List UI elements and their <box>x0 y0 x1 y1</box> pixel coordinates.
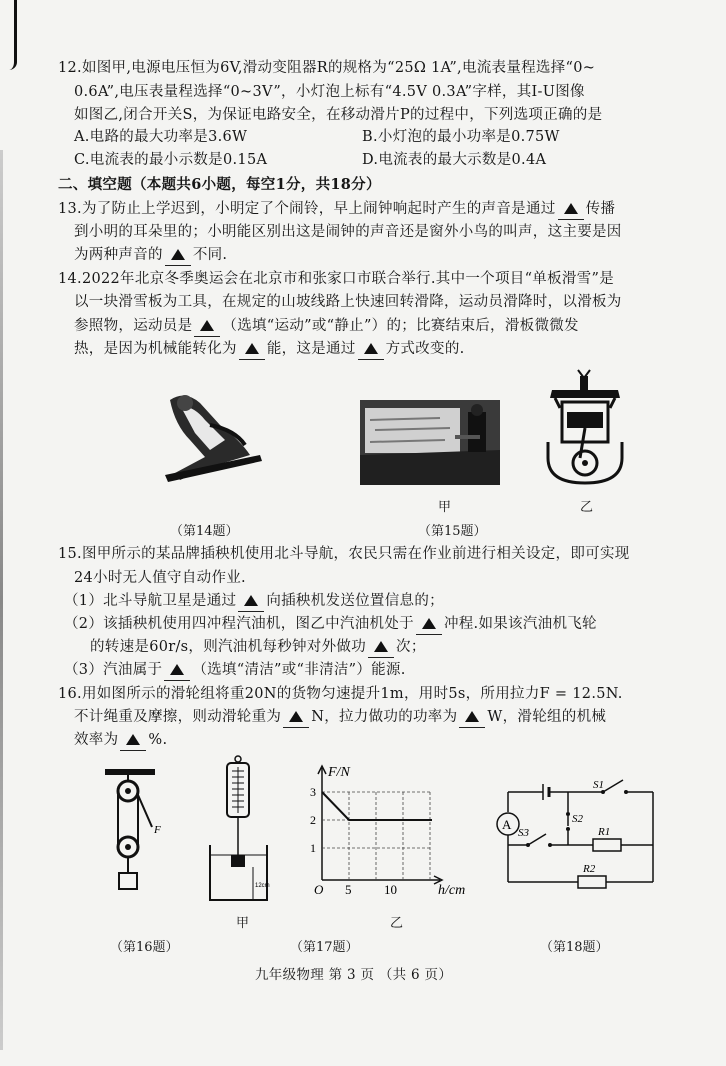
triangle-icon <box>422 618 436 629</box>
q15-text-1a: （1）北斗导航卫星是通过 <box>64 593 237 609</box>
resistor-r2-label: R2 <box>583 863 596 875</box>
triangle-icon <box>126 734 140 745</box>
snowboarder-photo <box>150 385 280 485</box>
q14-line2: 以一块滑雪板为工具，在规定的山坡线路上快速回转滑降，运动员滑降时，以滑板为 <box>74 294 622 310</box>
q16-line3 <box>74 730 167 751</box>
triangle-icon <box>200 320 214 331</box>
q13-blank-2[interactable] <box>165 245 191 266</box>
graph-y-axis-label: F/N <box>328 765 350 780</box>
graph-tick-y3: 3 <box>310 785 316 799</box>
depth-scale-label: 12cm <box>255 883 270 889</box>
q14-text-3a: 参照物，运动员是 <box>74 318 193 334</box>
q16-text-2a: 不计绳重及摩擦，则动滑轮重为 <box>74 709 282 725</box>
q15-blank-3[interactable] <box>368 637 394 658</box>
triangle-icon <box>465 711 479 722</box>
q15-text-2b: 冲程.如果该汽油机飞轮 <box>443 616 597 632</box>
circuit-diagram <box>488 772 668 892</box>
q15-sub1 <box>64 591 444 612</box>
switch-s3-label: S3 <box>518 827 529 839</box>
triangle-icon <box>374 641 388 652</box>
q14-blank-2[interactable] <box>239 339 265 360</box>
spring-scale-diagram <box>205 755 275 905</box>
graph-origin: O <box>314 882 324 897</box>
resistor-r1-label: R1 <box>598 826 611 838</box>
q13-text-1a: 13.为了防止上学迟到，小明定了个闹铃，早上闹钟响起时产生的声音是通过 <box>58 201 556 217</box>
fig15-label-yi: 乙 <box>580 500 594 515</box>
q12-line2: 0.6A”,电压表量程选择“0~3V”，小灯泡上标有“4.5V 0.3A”字样，其I-U图像 <box>74 84 585 100</box>
q15-blank-2[interactable] <box>416 614 442 635</box>
q12-line1: 12.如图甲,电源电压恒为6V,滑动变阻器R的规格为“25Ω 1A”,电流表量程选择“0~ <box>58 60 596 76</box>
fig18-caption: （第18题） <box>540 940 609 955</box>
rice-transplanter-photo <box>360 400 500 485</box>
q15-text-3a: （3）汽油属于 <box>64 662 163 678</box>
page-footer: 九年级物理 第 3 页 （共 6 页） <box>255 967 453 983</box>
q16-text-2b: N，拉力做功的功率为 <box>311 709 458 725</box>
q14-text-4c: 方式改变的. <box>385 341 465 357</box>
q15-text-2a: （2）该插秧机使用四冲程汽油机，图乙中汽油机处于 <box>64 616 414 632</box>
q14-text-4b: 能，这是通过 <box>266 341 356 357</box>
graph-tick-x10: 10 <box>384 882 397 897</box>
fig14-caption: （第14题） <box>170 524 239 539</box>
q15-text-1b: 向插秧机发送位置信息的； <box>266 593 444 609</box>
q14-line4 <box>74 339 465 360</box>
triangle-icon <box>170 664 184 675</box>
q13-line2: 到小明的耳朵里的；小明能区别出这是闹钟的声音还是窗外小鸟的叫声，这主要是因 <box>74 224 622 240</box>
engine-cylinder-diagram <box>540 368 630 486</box>
force-depth-graph <box>300 760 490 900</box>
q13-text-3b: 不同. <box>192 247 228 263</box>
pulley-system-diagram <box>100 765 170 895</box>
q16-blank-3[interactable] <box>120 730 146 751</box>
q14-line1: 14.2022年北京冬季奥运会在北京市和张家口市联合举行.其中一个项目“单板滑雪”是 <box>58 271 614 287</box>
triangle-icon <box>564 203 578 214</box>
q15-text-2d: 次； <box>396 639 426 655</box>
q16-blank-2[interactable] <box>459 707 485 728</box>
fig15-label-jia: 甲 <box>438 500 452 515</box>
switch-s2-label: S2 <box>572 813 583 825</box>
q15-text-3b: （选填“清洁”或“非清洁”）能源. <box>192 662 406 678</box>
q16-text-3a: 效率为 <box>74 732 119 748</box>
q16-line1: 16.用如图所示的滑轮组将重20N的货物匀速提升1m，用时5s，所用拉力F = 12.5N. <box>58 686 623 702</box>
q13-text-1b: 传播 <box>585 201 616 217</box>
binding-mark <box>0 0 17 70</box>
q15-sub2-cont <box>90 637 426 658</box>
q15-text-2c: 的转速是60r/s，则汽油机每秒钟对外做功 <box>90 639 367 655</box>
q16-line2 <box>74 707 606 728</box>
q15-blank-1[interactable] <box>238 591 264 612</box>
q15-sub3 <box>64 660 406 681</box>
q14-line3 <box>74 316 579 337</box>
page-edge-shadow <box>0 150 3 1050</box>
switch-s1-label: S1 <box>593 779 604 791</box>
triangle-icon <box>244 595 258 606</box>
q14-text-3b: （选填“运动”或“静止”）的；比赛结束后，滑板微微发 <box>222 318 579 334</box>
fig17-caption: （第17题） <box>290 940 359 955</box>
q12-option-a: A.电路的最大功率是3.6W <box>74 129 248 145</box>
q16-blank-1[interactable] <box>283 707 309 728</box>
fig15-caption: （第15题） <box>418 524 487 539</box>
triangle-icon <box>171 249 185 260</box>
q13-blank-1[interactable] <box>558 199 584 220</box>
q13-line1 <box>58 199 615 220</box>
fig17-label-jia: 甲 <box>236 916 250 931</box>
q12-option-d: D.电流表的最大示数是0.4A <box>362 152 547 168</box>
q16-text-2c: W，滑轮组的机械 <box>487 709 607 725</box>
q15-sub2 <box>64 614 597 635</box>
q13-text-3a: 为两种声音的 <box>74 247 163 263</box>
triangle-icon <box>245 343 259 354</box>
q12-line3: 如图乙,闭合开关S，为保证电路安全，在移动滑片P的过程中，下列选项正确的是 <box>74 107 603 123</box>
triangle-icon <box>364 343 378 354</box>
q15-line2: 24小时无人值守自动作业. <box>74 570 246 586</box>
graph-x-axis-label: h/cm <box>438 883 466 898</box>
graph-tick-y2: 2 <box>310 813 316 827</box>
graph-tick-x5: 5 <box>345 882 352 897</box>
q12-option-c: C.电流表的最小示数是0.15A <box>74 152 268 168</box>
q15-line1: 15.图甲所示的某品牌插秧机使用北斗导航，农民只需在作业前进行相关设定，即可实现 <box>58 546 630 562</box>
q12-option-b: B.小灯泡的最小功率是0.75W <box>362 129 560 145</box>
q16-text-3b: %. <box>148 732 168 748</box>
section-title: 二、填空题（本题共6小题，每空1分，共18分） <box>58 176 381 193</box>
q14-text-4a: 热，是因为机械能转化为 <box>74 341 237 357</box>
triangle-icon <box>289 711 303 722</box>
q15-blank-4[interactable] <box>164 660 190 681</box>
ammeter-label: A <box>502 817 512 832</box>
q13-line3 <box>74 245 227 266</box>
q14-blank-1[interactable] <box>194 316 220 337</box>
q14-blank-3[interactable] <box>358 339 384 360</box>
fig16-caption: （第16题） <box>110 940 179 955</box>
fig17-label-yi: 乙 <box>390 916 404 931</box>
graph-tick-y1: 1 <box>310 841 316 855</box>
force-label: F <box>154 824 161 836</box>
